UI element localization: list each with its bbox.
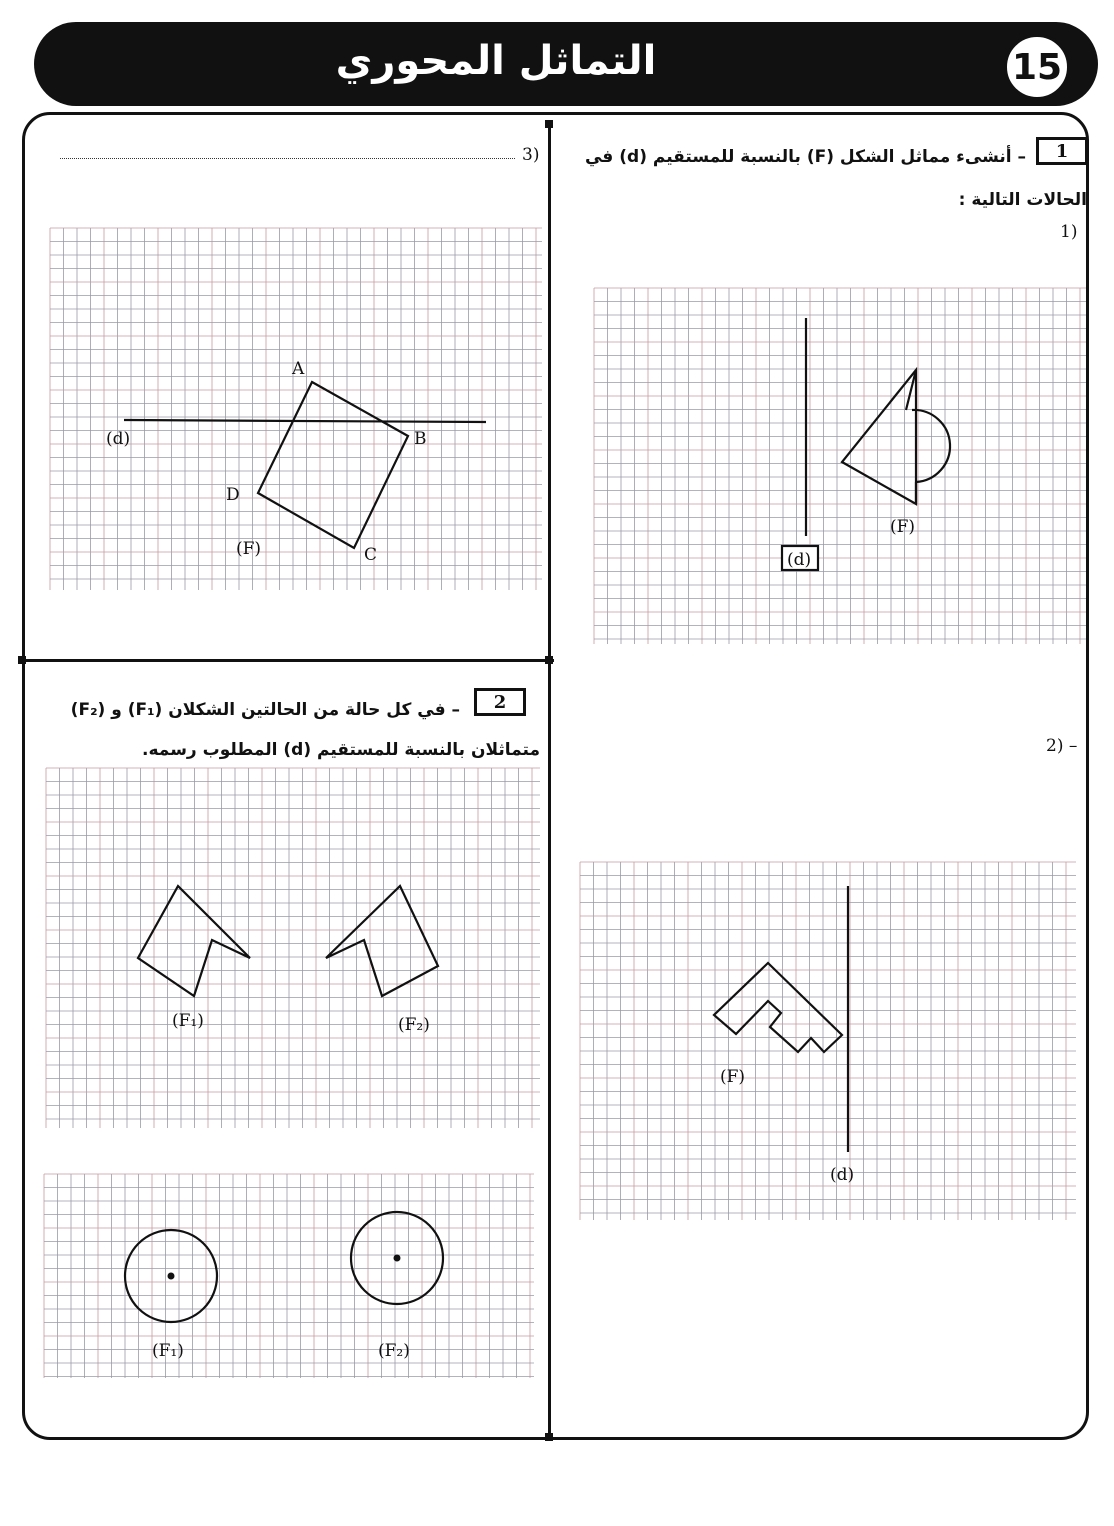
case-marker: (1 xyxy=(1060,222,1078,242)
grid-figure-3 xyxy=(50,228,542,590)
shape-label-f2: (F₂) xyxy=(398,1015,430,1035)
shape-f1 xyxy=(138,886,250,996)
circle-center-f1 xyxy=(168,1273,175,1280)
shape-label: (F) xyxy=(720,1067,746,1087)
shape-label-f1: (F₁) xyxy=(152,1341,184,1361)
shape-label: (F) xyxy=(890,517,916,537)
divider-marker xyxy=(545,1433,553,1441)
exercise2-instruction-cont: متماثلان بالنسبة للمستقيم (d) المطلوب رسمه. xyxy=(142,740,540,760)
grid-figure-5 xyxy=(44,1174,534,1378)
point-label-a: A xyxy=(292,359,305,379)
point-label-c: C xyxy=(364,545,378,565)
case-marker: – (2 xyxy=(1046,736,1078,756)
divider-marker xyxy=(18,656,26,664)
axis-d-line xyxy=(124,420,486,422)
line-label: (d) xyxy=(787,550,812,570)
point-label-d: D xyxy=(226,485,240,505)
exercise1-instruction-cont: الحالات التالية : xyxy=(958,190,1087,210)
title-banner xyxy=(34,22,1098,106)
square-abcd xyxy=(258,382,408,548)
line-label: (d) xyxy=(106,429,131,449)
line-label: (d) xyxy=(830,1165,855,1185)
shape-label: (F) xyxy=(236,539,262,559)
page-title: التماثل المحوري xyxy=(335,38,657,84)
shape-label-f1: (F₁) xyxy=(172,1011,204,1031)
exercise-number-box: 1 xyxy=(1036,137,1088,165)
shape-label-f2: (F₂) xyxy=(378,1341,410,1361)
circle-center-f2 xyxy=(394,1255,401,1262)
grid-figure-1 xyxy=(594,288,1086,644)
horizontal-divider xyxy=(22,659,554,662)
vertical-divider xyxy=(548,124,551,1440)
exercise-number-box: 2 xyxy=(474,688,526,716)
shape-f xyxy=(842,370,916,504)
point-label-b: B xyxy=(414,429,427,449)
answer-line xyxy=(60,158,515,159)
page-number-badge: 15 xyxy=(1004,34,1070,100)
grid-figure-4 xyxy=(46,768,540,1128)
grid-figure-2 xyxy=(580,862,1076,1220)
divider-marker xyxy=(545,120,553,128)
divider-marker xyxy=(545,656,553,664)
exercise2-instruction: – في كل حالة من الحالتين الشكلان (F₁) و (F₂) xyxy=(70,700,460,720)
exercise1-instruction: – أنشىء مماثل الشكل (F) بالنسبة للمستقيم (d) في xyxy=(584,147,1026,167)
case-marker: (3 xyxy=(522,145,540,165)
